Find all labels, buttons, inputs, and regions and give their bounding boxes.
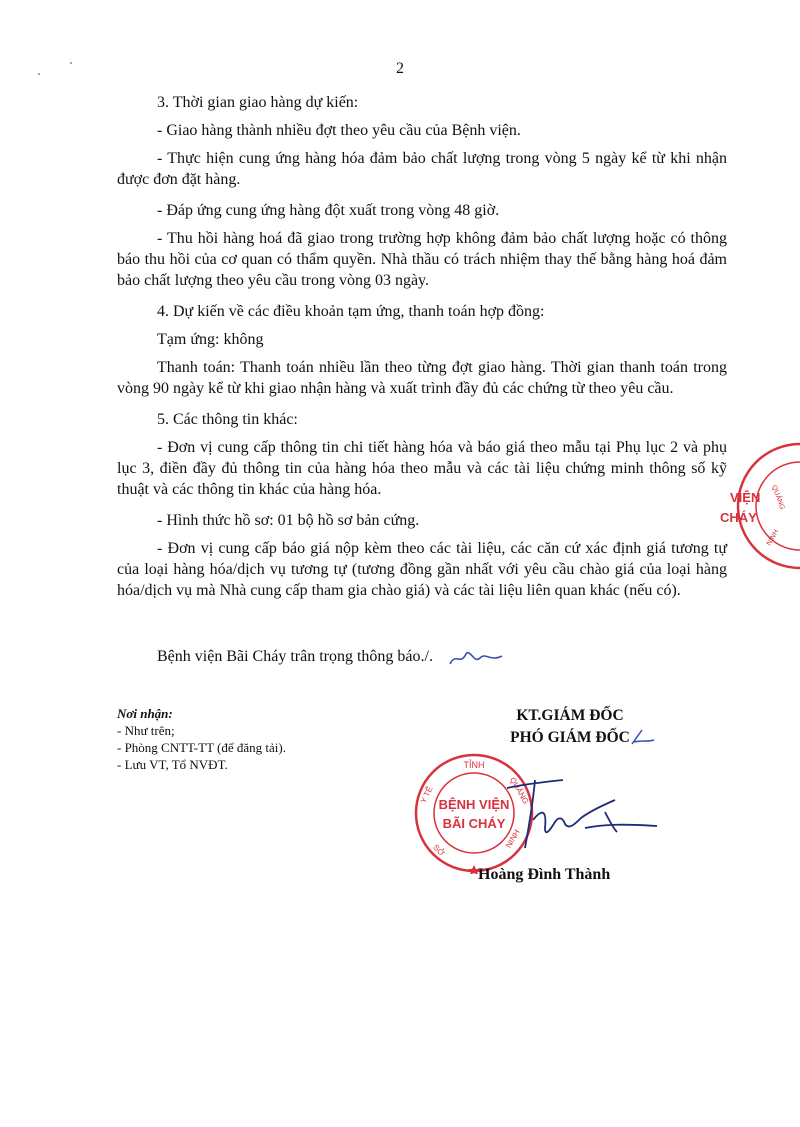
signature-subtitle: PHÓ GIÁM ĐỐC xyxy=(510,729,630,746)
paragraph: - Thực hiện cung ứng hàng hóa đảm bảo chất lượng trong vòng 5 ngày kể từ khi nhận được đơn đặt hàng. xyxy=(117,150,727,188)
recipient-item: - Phòng CNTT-TT (để đăng tải). xyxy=(117,740,286,755)
paragraph: Tạm ứng: không xyxy=(157,331,264,348)
closing-line: Bệnh viện Bãi Cháy trân trọng thông báo./. xyxy=(157,648,433,665)
paragraph: Thanh toán: Thanh toán nhiều lần theo từng đợt giao hàng. Thời gian thanh toán trong vòng 90 ngày kể từ khi giao nhận hàng và xuất trình đầy đủ các chứng từ theo yêu cầu. xyxy=(117,359,727,397)
title-scribble xyxy=(628,726,658,748)
body-text xyxy=(117,92,727,608)
handwritten-signature xyxy=(485,768,665,863)
edge-stamp-text: VIỆN xyxy=(730,490,761,505)
signer-name: Hoàng Đình Thành xyxy=(478,866,611,883)
page-number: 2 xyxy=(396,60,404,77)
recipient-item: - Lưu VT, Tổ NVĐT. xyxy=(117,757,228,772)
paragraph: - Thu hồi hàng hoá đã giao trong trường hợp không đảm bảo chất lượng hoặc có thông báo thu hồi của cơ quan có thẩm quyền. Nhà thầu có trách nhiệm thay thế bằng hàng hoá đảm bảo chất lượng theo yêu cầu trong vòng 03 ngày. xyxy=(117,230,727,289)
stamp-ring-text: SỞ xyxy=(431,842,447,858)
stamp-inner-text: BÃI CHÁY xyxy=(442,816,506,831)
edge-stamp-text: CHÁY xyxy=(720,510,757,525)
paragraph: - Đáp ứng cung ứng hàng đột xuất trong vòng 48 giờ. xyxy=(157,202,500,219)
recipients-header: Nơi nhận: xyxy=(117,706,173,721)
paragraph: - Đơn vị cung cấp thông tin chi tiết hàng hóa và báo giá theo mẫu tại Phụ lục 2 và phụ lục 3, điền đầy đủ thông tin của hàng hóa theo mẫu và các tài liệu chứng minh thông số kỹ thuật và các thông tin khác của hàng hóa. xyxy=(117,439,727,498)
paragraph: - Giao hàng thành nhiều đợt theo yêu cầu của Bệnh viện. xyxy=(157,122,521,139)
stamp-ring-text: Y TẾ xyxy=(418,785,435,805)
stamp-ring-text: NINH xyxy=(504,828,522,850)
paragraph: - Đơn vị cung cấp báo giá nộp kèm theo các tài liệu, các căn cứ xác định giá tương tự của loại hàng hóa/dịch vụ tương tự (tương đồng gần nhất với yêu cầu chào giá của loại hàng hóa/dịch vụ mà Nhà cung cấp tham gia chào giá) và các tài liệu liên quan khác (nếu có). xyxy=(117,540,727,599)
initial-scribble xyxy=(446,644,506,672)
stamp-ring-text: QUẢNG xyxy=(507,775,531,806)
edge-stamp-ring-text: QUẢNG xyxy=(770,484,786,511)
page-edge-stamp xyxy=(700,438,800,574)
edge-stamp-ring-text: NINH xyxy=(765,528,781,547)
section-3-heading: 3. Thời gian giao hàng dự kiến: xyxy=(157,94,359,111)
recipient-item: - Như trên; xyxy=(117,723,175,738)
section-4-heading: 4. Dự kiến về các điều khoản tạm ứng, thanh toán hợp đồng: xyxy=(157,303,545,320)
paragraph: - Hình thức hồ sơ: 01 bộ hồ sơ bản cứng. xyxy=(157,512,420,529)
signature-title: KT.GIÁM ĐỐC xyxy=(516,707,624,724)
recipients-block xyxy=(117,705,286,773)
section-5-heading: 5. Các thông tin khác: xyxy=(157,411,298,428)
stamp-ring-text: TỈNH xyxy=(463,760,485,770)
stamp-inner-text: BỆNH VIỆN xyxy=(438,797,510,812)
